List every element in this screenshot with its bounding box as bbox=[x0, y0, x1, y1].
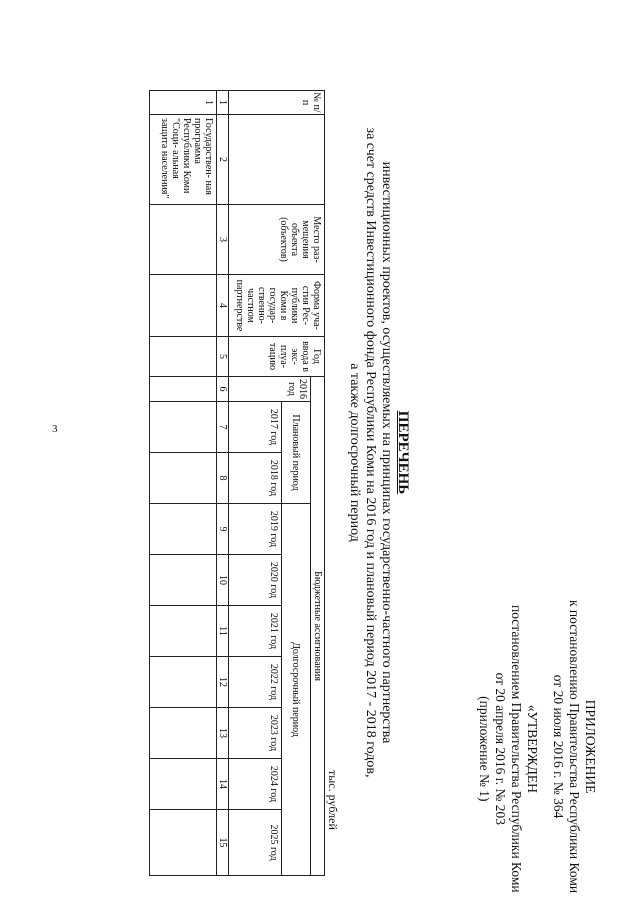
header-year-commission: Год ввода в экс- плуа- тацию bbox=[229, 337, 325, 377]
column-number: 2 bbox=[217, 115, 229, 205]
appendix-date: от 20 июля 2016 г. № 364 bbox=[551, 674, 566, 819]
row-cell bbox=[150, 759, 217, 810]
header-form: Форма уча- стия Рес- публики Коми в государ- ственно- частном партнерстве bbox=[229, 275, 325, 337]
header-2019: 2019 год bbox=[229, 504, 282, 555]
header-2024: 2024 год bbox=[229, 759, 282, 810]
header-2021: 2021 год bbox=[229, 606, 282, 657]
column-number: 15 bbox=[217, 810, 229, 876]
column-number: 1 bbox=[217, 91, 229, 115]
row-cell bbox=[150, 337, 217, 377]
approved-appendix: (приложение № 1) bbox=[477, 696, 492, 802]
column-number: 10 bbox=[217, 555, 229, 606]
column-number: 12 bbox=[217, 657, 229, 708]
column-number: 9 bbox=[217, 504, 229, 555]
row-cell bbox=[150, 205, 217, 275]
column-number: 5 bbox=[217, 337, 229, 377]
appendix-block bbox=[550, 600, 598, 893]
row-cell bbox=[150, 504, 217, 555]
row-cell bbox=[150, 402, 217, 453]
column-number: 8 bbox=[217, 453, 229, 504]
row-cell bbox=[150, 377, 217, 402]
header-num: № п/п bbox=[229, 91, 325, 115]
subtitle-line-2: за счет средств Инвестиционного фонда Республики Коми на 2016 год и плановый период 2017 - 2018 годов, bbox=[363, 127, 378, 778]
row-cell bbox=[150, 708, 217, 759]
row-cell bbox=[150, 657, 217, 708]
header-budget: Бюджетные ассигнования bbox=[311, 377, 325, 876]
column-number: 14 bbox=[217, 759, 229, 810]
header-longterm-period: Долгосрочный период bbox=[282, 504, 311, 876]
row-cell bbox=[150, 453, 217, 504]
approved-title: «УТВЕРЖДЕН bbox=[525, 704, 540, 793]
row-name: Государствен- ная программа Республики Коми "Соци- альная защита населения" bbox=[150, 115, 217, 205]
header-name bbox=[229, 115, 325, 205]
row-cell bbox=[150, 275, 217, 337]
header-2025: 2025 год bbox=[229, 810, 282, 876]
header-2023: 2023 год bbox=[229, 708, 282, 759]
row-cell bbox=[150, 606, 217, 657]
document-title: ПЕРЕЧЕНЬ bbox=[395, 410, 411, 495]
units-label: тыс. рублей bbox=[326, 770, 340, 830]
subtitle-line-3: а также долгосрочный период bbox=[347, 363, 362, 542]
header-2020: 2020 год bbox=[229, 555, 282, 606]
column-number-row bbox=[217, 91, 229, 876]
row-cell bbox=[150, 555, 217, 606]
page-number: 3 bbox=[52, 423, 58, 435]
approved-ref: постановлением Правительства Республики Коми bbox=[509, 605, 524, 893]
column-number: 4 bbox=[217, 275, 229, 337]
header-2018: 2018 год bbox=[229, 453, 282, 504]
row-cell bbox=[150, 810, 217, 876]
header-2017: 2017 год bbox=[229, 402, 282, 453]
column-number: 7 bbox=[217, 402, 229, 453]
header-2016: 2016 год bbox=[229, 377, 311, 402]
row-num: 1 bbox=[150, 91, 217, 115]
subtitle-line-1: инвестиционных проектов, осуществляемых на принципах государственно-частного партнерства bbox=[379, 161, 394, 744]
column-number: 11 bbox=[217, 606, 229, 657]
investment-table bbox=[149, 90, 325, 876]
header-planned-period: Плановый период bbox=[282, 402, 311, 504]
title-block bbox=[346, 0, 412, 905]
column-number: 6 bbox=[217, 377, 229, 402]
approved-block bbox=[476, 605, 540, 893]
table-row bbox=[150, 91, 217, 876]
approved-date: от 20 апреля 2016 г. № 203 bbox=[493, 672, 508, 826]
appendix-title: ПРИЛОЖЕНИЕ bbox=[583, 699, 598, 794]
header-place: Место раз- мещения объекта (объектов) bbox=[229, 205, 325, 275]
appendix-ref: к постановлению Правительства Республики Коми bbox=[567, 600, 582, 894]
column-number: 3 bbox=[217, 205, 229, 275]
column-number: 13 bbox=[217, 708, 229, 759]
header-2022: 2022 год bbox=[229, 657, 282, 708]
